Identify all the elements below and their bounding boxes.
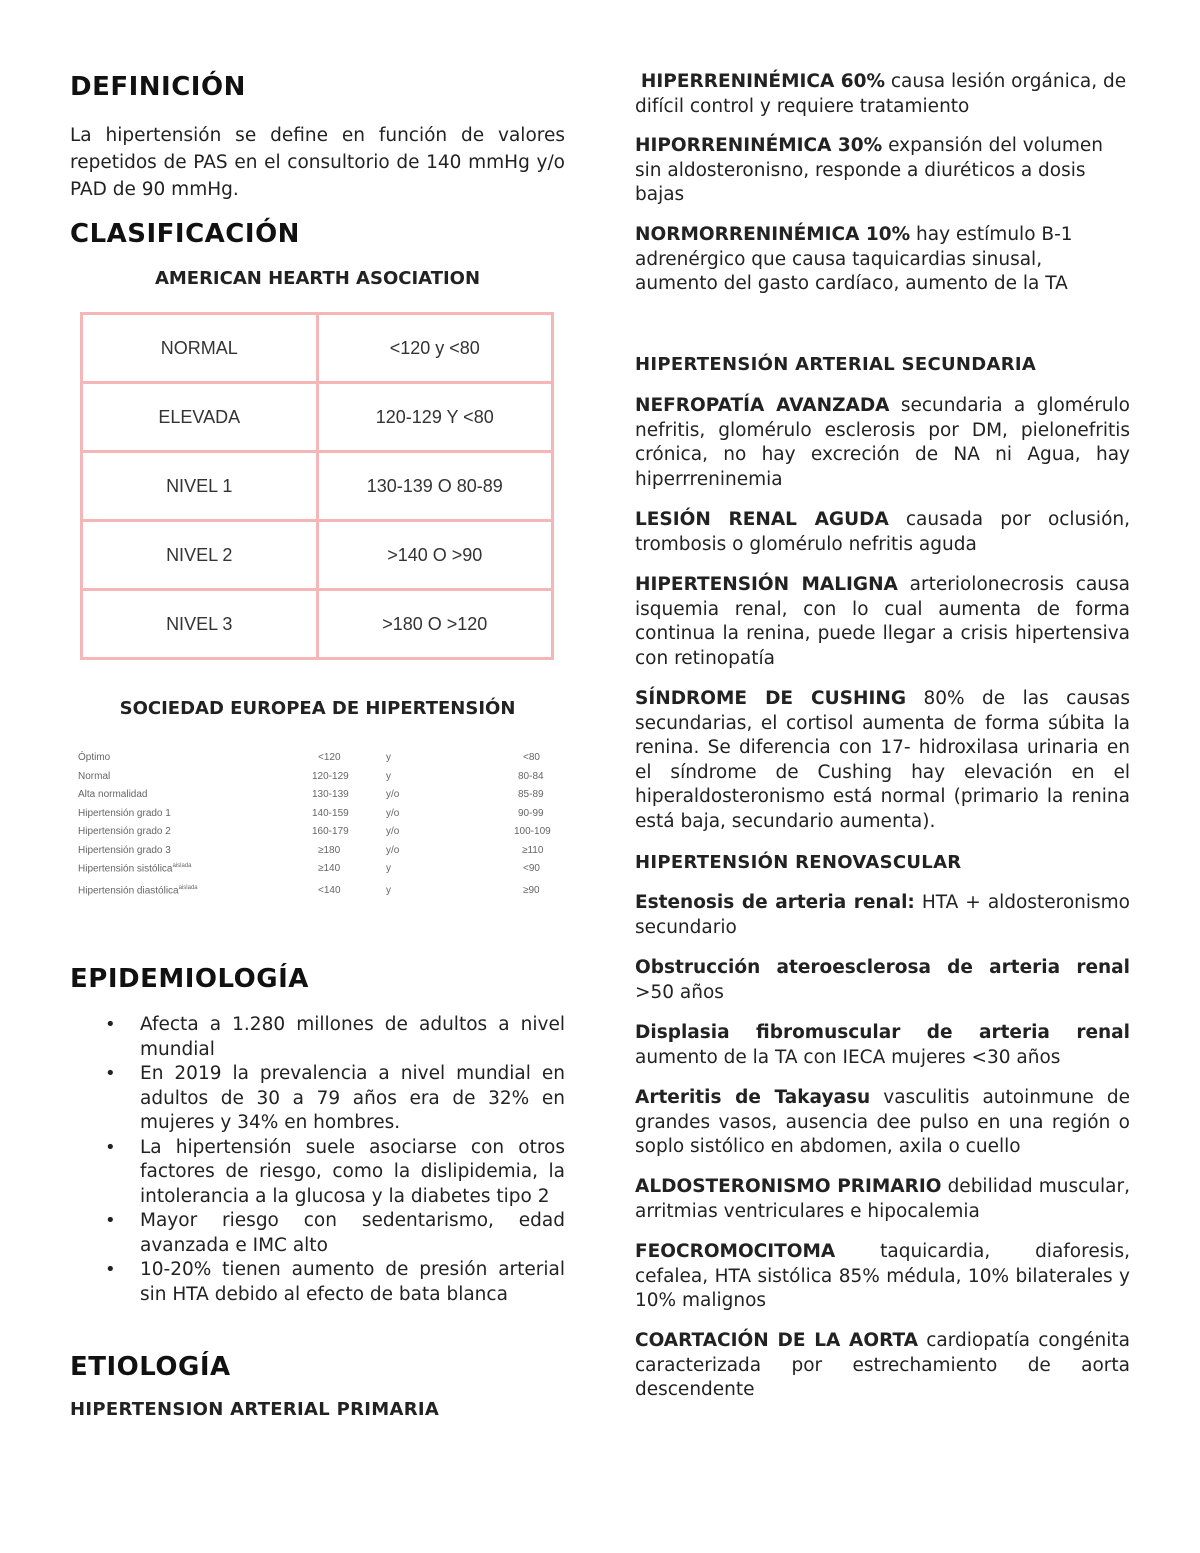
secundaria-item: LESIÓN RENAL AGUDA causada por oclusión, trombosis o glomérulo nefritis aguda (635, 509, 1130, 555)
primaria-item: HIPERRENINÉMICA 60% causa lesión orgánica, de difícil control y requiere tratamiento (635, 71, 1127, 117)
renovascular-item: Displasia fibromuscular de arteria renal aumento de la TA con IECA mujeres <30 años (635, 1022, 1130, 1068)
table-row (78, 885, 556, 904)
aha-value: >180 O >120 (317, 590, 553, 659)
aha-level: NORMAL (82, 314, 318, 383)
primaria-heading: HIPERTENSION ARTERIAL PRIMARIA (70, 1399, 440, 1420)
esh-pad: 90-99 (518, 807, 544, 819)
esh-classification-table (78, 752, 556, 903)
table-row (78, 771, 556, 790)
esh-conj: y (386, 752, 391, 763)
esh-conj: y (386, 884, 391, 896)
esh-category: Óptimo (78, 752, 111, 763)
aha-classification-table (80, 312, 554, 660)
esh-pad: <80 (523, 752, 540, 763)
primaria-item: NORMORRENINÉMICA 10% hay estímulo B-1 adrenérgico que causa taquicardias sinusal, aumento del gasto cardíaco, aumento de la TA (635, 224, 1073, 294)
esh-title: SOCIEDAD EUROPEA DE HIPERTENSIÓN (119, 698, 516, 719)
esh-pas: 130-139 (312, 789, 349, 800)
clasificacion-heading: CLASIFICACIÓN (70, 219, 300, 249)
etiologia-heading: ETIOLOGÍA (70, 1352, 231, 1382)
table-row (82, 452, 553, 521)
aha-value: >140 O >90 (317, 521, 553, 590)
esh-pad: ≥110 (522, 844, 544, 856)
aha-level: NIVEL 3 (82, 590, 318, 659)
table-row (82, 590, 553, 659)
renovascular-item: FEOCROMOCITOMA taquicardia, diaforesis, cefalea, HTA sistólica 85% médula, 10% bilaterales y 10% malignos (635, 1241, 1130, 1311)
epidemiologia-heading: EPIDEMIOLOGÍA (70, 964, 309, 994)
definicion-heading: DEFINICIÓN (70, 72, 246, 102)
list-item: • En 2019 la prevalencia a nivel mundial en adultos de 30 a 79 años era de 32% en mujeres y 34% en hombres. (140, 1062, 565, 1136)
esh-pad: 100-109 (514, 826, 551, 837)
secundaria-heading: HIPERTENSIÓN ARTERIAL SECUNDARIA (635, 354, 1037, 375)
esh-conj: y/o (386, 789, 400, 800)
aha-level: NIVEL 2 (82, 521, 318, 590)
secundaria-item: SÍNDROME DE CUSHING 80% de las causas secundarias, el cortisol aumenta de forma súbita la renina. Se diferencia con 17- hidroxilasa urinaria en el síndrome de Cushing hay elevación en el hiperaldosteronismo está normal (primario la renina está baja, secundario aumenta). (635, 688, 1130, 832)
table-row (78, 845, 556, 864)
esh-pad: 85-89 (518, 789, 544, 800)
aha-value: 130-139 O 80-89 (317, 452, 553, 521)
esh-pas: <140 (318, 884, 341, 896)
esh-pas: <120 (318, 752, 341, 763)
table-row (78, 808, 556, 827)
list-item: • 10-20% tienen aumento de presión arterial sin HTA debido al efecto de bata blanca (140, 1258, 565, 1307)
table-row (82, 314, 553, 383)
esh-pad: <90 (523, 863, 540, 874)
list-item: • Afecta a 1.280 millones de adultos a nivel mundial (140, 1013, 565, 1062)
esh-pas: ≥180 (318, 844, 341, 856)
esh-pas: ≥140 (318, 863, 341, 874)
aha-value: <120 y <80 (317, 314, 553, 383)
esh-conj: y/o (386, 844, 400, 856)
table-row (78, 826, 556, 845)
epidemiologia-list (70, 1013, 565, 1307)
aha-level: ELEVADA (82, 383, 318, 452)
aha-level: NIVEL 1 (82, 452, 318, 521)
table-row (82, 383, 553, 452)
esh-pas: 120-129 (312, 770, 349, 782)
renovascular-item: Estenosis de arteria renal: HTA + aldosteronismo secundario (635, 892, 1130, 938)
esh-category: Hipertensión grado 2 (78, 826, 171, 837)
esh-pad: 80-84 (518, 770, 544, 782)
secundaria-item: NEFROPATÍA AVANZADA secundaria a glomérulo nefritis, glomérulo esclerosis por DM, pielonefritis crónica, no hay excreción de NA ni Agua, hay hiperrreninemia (635, 395, 1130, 490)
table-row (78, 789, 556, 808)
esh-category: Hipertensión sistólica$^{aislada}$ (78, 863, 192, 875)
definicion-text: La hipertensión se define en función de valores repetidos de PAS en el consultorio de 140 mmHg y/o PAD de 90 mmHg. (70, 125, 565, 200)
esh-category: Hipertensión grado 3 (78, 844, 171, 856)
table-row (82, 521, 553, 590)
secundaria-item: HIPERTENSIÓN MALIGNA arteriolonecrosis causa isquemia renal, con lo cual aumenta de forma continua la renina, puede llegar a crisis hipertensiva con retinopatía (635, 574, 1130, 669)
esh-conj: y (386, 770, 391, 782)
esh-conj: y/o (386, 826, 400, 837)
renovascular-item: ALDOSTERONISMO PRIMARIO debilidad muscular, arritmias ventriculares e hipocalemia (635, 1176, 1130, 1222)
list-item: • Mayor riesgo con sedentarismo, edad avanzada e IMC alto (140, 1209, 565, 1258)
esh-category: Normal (78, 770, 111, 782)
renovascular-item: Arteritis de Takayasu vasculitis autoinmune de grandes vasos, ausencia dee pulso en una región o soplo sistólico en abdomen, axila o cuello (635, 1087, 1130, 1157)
esh-category: Hipertensión grado 1 (78, 807, 171, 819)
aha-value: 120-129 Y <80 (317, 383, 553, 452)
list-item: • La hipertensión suele asociarse con otros factores de riesgo, como la dislipidemia, la intolerancia a la glucosa y la diabetes tipo 2 (140, 1136, 565, 1210)
primaria-item: HIPORRENINÉMICA 30% expansión del volumen sin aldosteronisno, responde a diuréticos a dosis bajas (635, 135, 1103, 205)
esh-category: Hipertensión diastólica$^{aislada}$ (78, 884, 198, 896)
esh-pas: 160-179 (312, 826, 349, 837)
esh-category: Alta normalidad (78, 789, 148, 800)
aha-title: AMERICAN HEARTH ASOCIATION (154, 268, 481, 289)
esh-pas: 140-159 (312, 807, 349, 819)
table-row (78, 863, 556, 882)
esh-conj: y (386, 863, 391, 874)
table-row (78, 752, 556, 771)
esh-conj: y/o (386, 807, 400, 819)
renovascular-item: Obstrucción ateroesclerosa de arteria renal >50 años (635, 957, 1130, 1003)
renovascular-item: COARTACIÓN DE LA AORTA cardiopatía congénita caracterizada por estrechamiento de aorta descendente (635, 1330, 1131, 1400)
renovascular-heading: HIPERTENSIÓN RENOVASCULAR (635, 852, 962, 873)
esh-pad: ≥90 (523, 884, 540, 896)
